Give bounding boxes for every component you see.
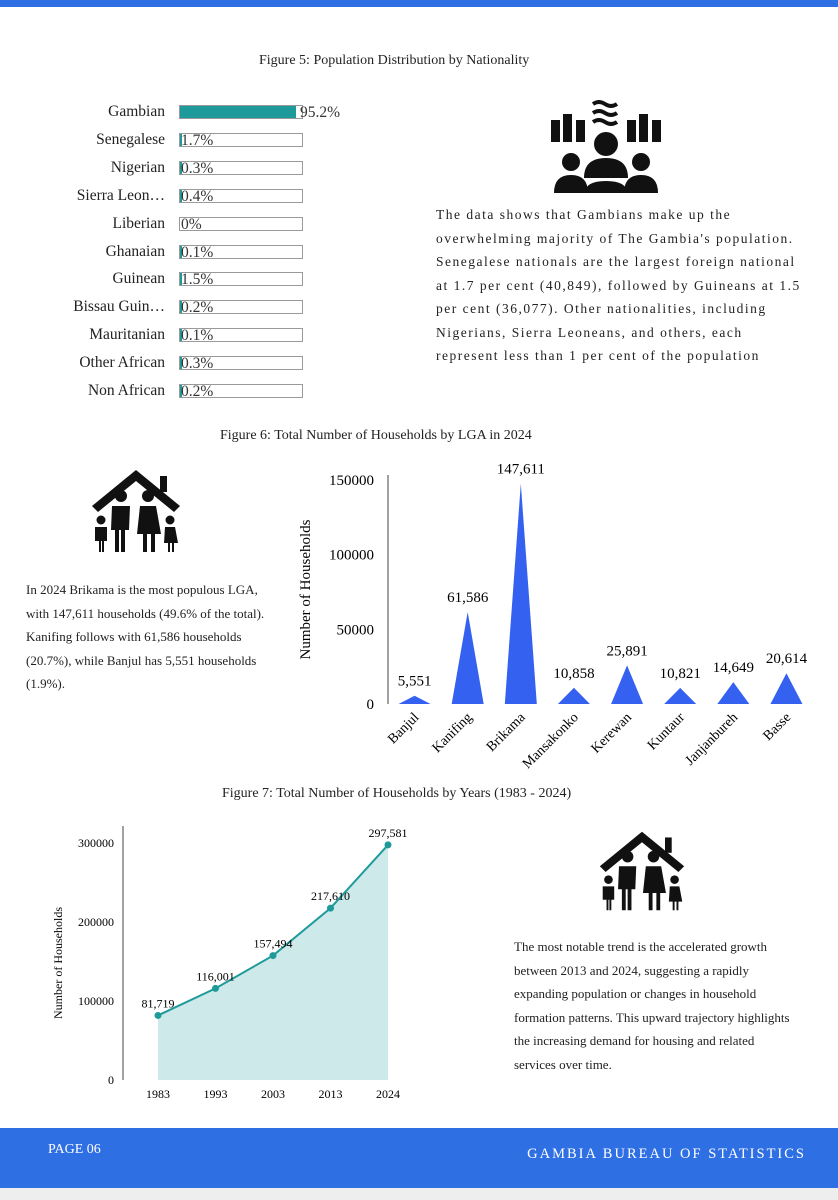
lga-category-label: Kanifing: [429, 710, 476, 757]
nationality-row: [20, 297, 420, 317]
data-value-label: 217,610: [311, 889, 350, 904]
lga-bar: [611, 665, 643, 704]
lga-value-label: 147,611: [496, 461, 545, 478]
x-tick-label: 1983: [146, 1087, 170, 1101]
data-value-label: 297,581: [368, 825, 408, 840]
nationality-value: 0.1%: [181, 327, 214, 345]
nationality-bar: [180, 106, 296, 118]
data-point: [155, 1012, 162, 1019]
nationality-label: Nigerian: [110, 158, 165, 176]
lga-bar: [717, 682, 749, 704]
nationality-bar-track: [179, 105, 303, 119]
nationality-row: [20, 242, 420, 262]
nationality-label: Senegalese: [96, 130, 165, 148]
figure-5-title: Figure 5: Population Distribution by Nationality: [259, 53, 530, 68]
nationality-value: 1.7%: [181, 131, 214, 149]
figure-6-paragraph: In 2024 Brikama is the most populous LGA, with 147,611 households (49.6% of the total). Kanifing follows with 61,586 households (20.7%), while Banjul has 5,551 households (1.9%).: [26, 582, 265, 691]
lga-bar: [664, 688, 696, 704]
lga-category-label: Mansakonko: [520, 710, 582, 772]
data-point: [270, 952, 277, 959]
lga-bar: [770, 673, 802, 704]
nationality-value: 0.3%: [181, 159, 214, 177]
nationality-row: [20, 186, 420, 206]
nationality-value: 0.2%: [181, 299, 214, 317]
nationality-row: [20, 102, 420, 122]
lga-bar: [558, 688, 590, 704]
nationality-label: Other African: [79, 354, 165, 372]
family-house-icon: [88, 466, 184, 556]
nationality-row: [20, 158, 420, 178]
organization-name: GAMBIA BUREAU OF STATISTICS: [527, 1146, 806, 1162]
lga-value-label: 10,821: [659, 665, 701, 682]
x-tick-label: 2003: [261, 1087, 285, 1101]
people-group-icon: [549, 100, 665, 196]
y-tick-label: 100000: [78, 994, 114, 1008]
lga-bar: [399, 696, 431, 704]
nationality-value: 0.4%: [181, 187, 214, 205]
households-by-years-chart: [40, 816, 420, 1116]
nationality-row: [20, 214, 420, 234]
figure-7-paragraph: The most notable trend is the accelerated growth between 2013 and 2024, suggesting a rapidly expanding population or changes in household formation patterns. This upward trajectory highlights the increasing demand for housing and related services over time.: [514, 939, 790, 1072]
bottom-strip: [0, 1188, 838, 1200]
nationality-row: [20, 353, 420, 373]
x-tick-label: 1993: [203, 1087, 228, 1101]
nationality-row: [20, 130, 420, 150]
nationality-value: 1.5%: [181, 271, 214, 289]
y-axis-label: Number of Households: [51, 907, 65, 1019]
x-tick-label: 2013: [318, 1087, 343, 1101]
nationality-row: [20, 269, 420, 289]
data-value-label: 157,494: [253, 936, 293, 951]
data-point: [327, 905, 334, 912]
y-tick-label: 200000: [78, 915, 114, 929]
figure-7-title: Figure 7: Total Number of Households by Years (1983 - 2024): [222, 786, 572, 801]
lga-value-label: 25,891: [606, 643, 648, 660]
y-tick-label: 300000: [78, 836, 114, 850]
figure-5-paragraph: The data shows that Gambians make up the overwhelming majority of The Gambia's population. Senegalese nationals are the largest foreign national at 1.7 per cent (40,849), followed by Guineans at 1.5 per cent (36,077). Other nationalities, including Nigerians, Sierra Leoneans, and others, each represent less than 1 per cent of the population: [436, 207, 801, 363]
data-point: [385, 841, 392, 848]
nationality-label: Mauritanian: [89, 326, 165, 344]
figure-6-title: Figure 6: Total Number of Households by LGA in 2024: [220, 428, 532, 443]
lga-bar: [452, 612, 484, 704]
x-tick-label: 2024: [376, 1087, 400, 1101]
nationality-value: 0.3%: [181, 355, 214, 373]
y-tick-label: 100000: [329, 547, 374, 564]
top-accent-bar: [0, 0, 838, 7]
page-footer: [0, 1128, 838, 1188]
data-value-label: 81,719: [141, 996, 175, 1011]
lga-category-label: Janjanbureh: [682, 710, 742, 769]
area-fill: [158, 845, 388, 1080]
nationality-label: Guinean: [112, 270, 165, 288]
nationality-label: Gambian: [108, 103, 165, 120]
lga-category-label: Brikama: [483, 710, 529, 755]
lga-category-label: Banjul: [385, 710, 423, 748]
nationality-label: Bissau Guin…: [73, 298, 165, 316]
family-house-icon-2: [596, 826, 688, 916]
nationality-value: 0.2%: [181, 383, 214, 400]
y-axis-label: Number of Households: [298, 519, 314, 660]
lga-value-label: 20,614: [765, 651, 808, 668]
lga-value-label: 14,649: [712, 660, 754, 677]
lga-value-label: 5,551: [397, 673, 432, 690]
nationality-row: [20, 325, 420, 345]
data-point: [212, 985, 219, 992]
lga-category-label: Basse: [760, 710, 795, 744]
nationality-row: [20, 381, 420, 401]
y-tick-label: 0: [108, 1073, 114, 1087]
nationality-value: 95.2%: [300, 104, 341, 121]
data-value-label: 116,001: [196, 969, 235, 984]
nationality-label: Ghanaian: [105, 242, 165, 260]
nationality-label: Sierra Leon…: [76, 186, 165, 204]
nationality-value: 0.1%: [181, 243, 214, 261]
lga-category-label: Kerewan: [588, 710, 635, 757]
lga-bar: [505, 484, 537, 704]
lga-category-label: Kuntaur: [644, 710, 689, 754]
nationality-label: Liberian: [112, 214, 165, 232]
households-by-lga-chart: [290, 455, 830, 795]
nationality-label: Non African: [87, 382, 165, 399]
nationality-value: 0%: [181, 215, 202, 233]
page-number: PAGE 06: [48, 1142, 101, 1157]
y-tick-label: 150000: [329, 473, 374, 489]
lga-value-label: 61,586: [447, 590, 489, 607]
y-tick-label: 0: [366, 697, 374, 713]
lga-value-label: 10,858: [553, 665, 595, 682]
y-tick-label: 50000: [336, 622, 374, 639]
